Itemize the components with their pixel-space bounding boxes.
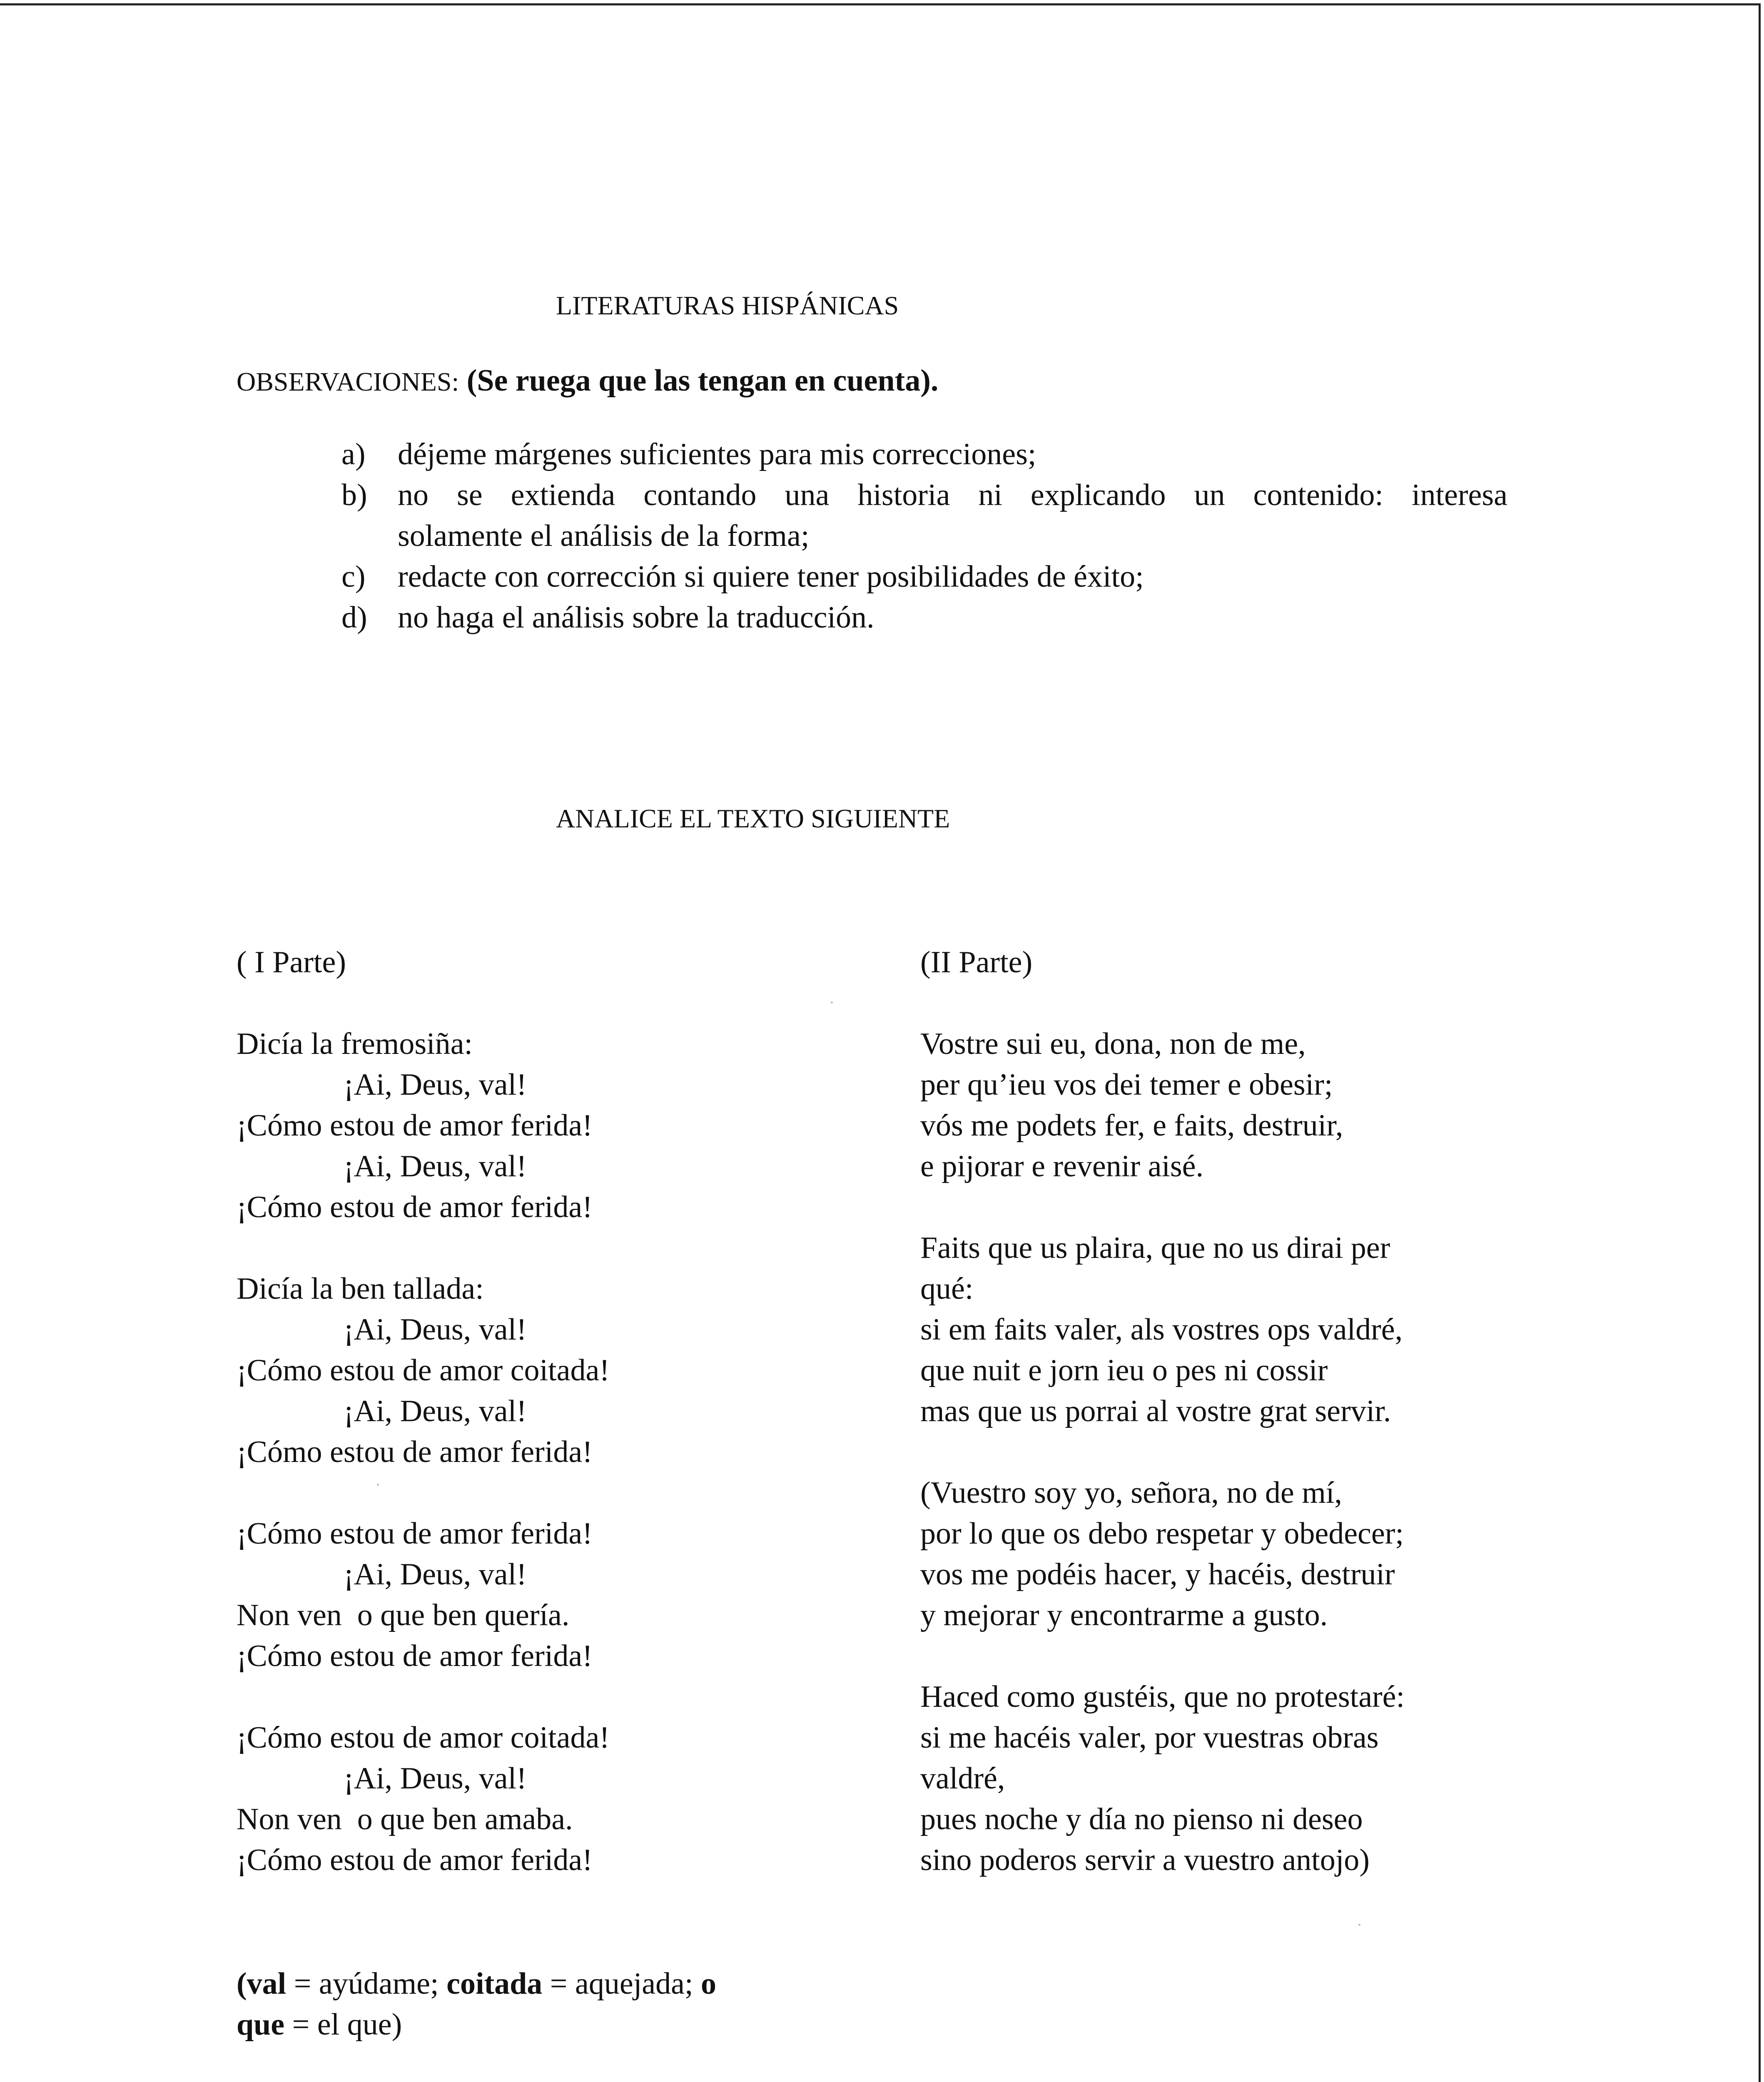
poem-line: (Vuestro soy yo, señora, no de mí, [920,1476,1342,1510]
stanza-gap [237,1228,861,1268]
poem-line: Non ven o que ben amaba. [237,1802,573,1836]
instruction-text: redacte con corrección si quiere tener posibilidades de éxito; [398,560,1144,594]
poem-line: ¡Cómo estou de amor ferida! [237,1190,593,1224]
poem-line: por lo que os debo respetar y obedecer; [920,1517,1404,1551]
gloss-term: coitada [446,1967,543,2001]
poem-line: si me hacéis valer, por vuestras obras [920,1721,1379,1755]
observations-label: OBSERVACIONES: [237,367,459,396]
instruction-marker: a) [341,437,366,471]
instruction-item-d [341,597,1507,638]
poem-line: ¡Ai, Deus, val! [344,1068,527,1102]
stanza-gap [237,1472,861,1513]
poem-line: ¡Cómo estou de amor ferida! [237,1435,593,1469]
gloss-definition: = ayúdame; [286,1967,447,2001]
part-one-heading: ( I Parte) [237,945,346,979]
poem-line: ¡Cómo estou de amor coitada! [237,1353,610,1387]
poem-line: Non ven o que ben quería. [237,1598,570,1632]
poem-line: ¡Cómo estou de amor ferida! [237,1517,593,1551]
poem-line: Dicía la fremosiña: [237,1027,473,1061]
instructions-list [341,434,1507,638]
stanza-gap [920,1187,1528,1228]
part-two-heading: (II Parte) [920,945,1033,979]
poem-line: ¡Cómo estou de amor ferida! [237,1108,593,1143]
poem-line: valdré, [920,1761,1005,1796]
poem-line: ¡Ai, Deus, val! [344,1394,527,1428]
poem-line: ¡Ai, Deus, val! [344,1312,527,1347]
stanza-gap [920,1636,1528,1676]
instruction-text-line2: solamente el análisis de la forma; [398,519,810,553]
poem-line: ¡Ai, Deus, val! [344,1761,527,1796]
instruction-marker: b) [341,478,367,512]
instruction-text: no haga el análisis sobre la traducción. [398,600,875,635]
observations-line [237,360,938,402]
poem-line: ¡Cómo estou de amor ferida! [237,1843,593,1877]
poem-line: vós me podets fer, e faits, destruir, [920,1108,1343,1143]
poem-line: per qu’ieu vos dei temer e obesir; [920,1068,1333,1102]
page-border-top [0,3,1761,5]
poem-line: Dicía la ben tallada: [237,1272,484,1306]
poem-line: ¡Ai, Deus, val! [344,1557,527,1591]
poem-line: Vostre sui eu, dona, non de me, [920,1027,1306,1061]
gloss-term: que [237,2007,285,2042]
gloss-term: (val [237,1967,287,2001]
observations-note: (Se ruega que las tengan en cuenta). [466,364,939,398]
instruction-item-b [341,475,1507,556]
scan-speck [377,1484,379,1486]
gloss-term: o [701,1967,717,2001]
instruction-text: déjeme márgenes suficientes para mis correcciones; [398,437,1036,471]
page-border-right [1759,5,1761,2082]
poem-line: e pijorar e revenir aisé. [920,1149,1204,1183]
poem-line: ¡Ai, Deus, val! [344,1149,527,1183]
poem-line: mas que us porrai al vostre grat servir. [920,1394,1391,1428]
scan-speck [1358,1924,1360,1926]
poem-line: ¡Cómo estou de amor ferida! [237,1639,593,1673]
glossary-note [237,1963,840,2045]
gloss-definition: = aquejada; [542,1967,701,2001]
instruction-marker: d) [341,600,367,635]
instruction-item-c [341,556,1507,597]
poem-line: Faits que us plaira, que no us dirai per [920,1231,1390,1265]
instruction-text-line1: no se extienda contando una historia ni explicando un contenido: interesa [398,478,1507,512]
poem-line: Haced como gustéis, que no protestaré: [920,1680,1405,1714]
instruction-marker: c) [341,560,366,594]
stanza-gap [237,1676,861,1717]
poem-line: qué: [920,1272,974,1306]
poem-line: pues noche y día no pienso ni deseo [920,1802,1363,1836]
poem-line: que nuit e jorn ieu o pes ni cossir [920,1353,1328,1387]
section-heading: ANALICE EL TEXTO SIGUIENTE [556,804,950,833]
poem-line: y mejorar y encontrarme a gusto. [920,1598,1328,1632]
scan-speck [831,1001,833,1004]
page-title: LITERATURAS HISPÁNICAS [556,291,899,320]
poem-line: ¡Cómo estou de amor coitada! [237,1721,610,1755]
part-two-column [920,942,1528,1880]
poem-line: si em faits valer, als vostres ops valdré, [920,1312,1403,1347]
gloss-definition: = el que) [284,2007,402,2042]
poem-line: sino poderos servir a vuestro antojo) [920,1843,1370,1877]
part-one-column [237,942,861,1880]
stanza-gap [920,1432,1528,1472]
instruction-item-a [341,434,1507,475]
poem-line: vos me podéis hacer, y hacéis, destruir [920,1557,1395,1591]
